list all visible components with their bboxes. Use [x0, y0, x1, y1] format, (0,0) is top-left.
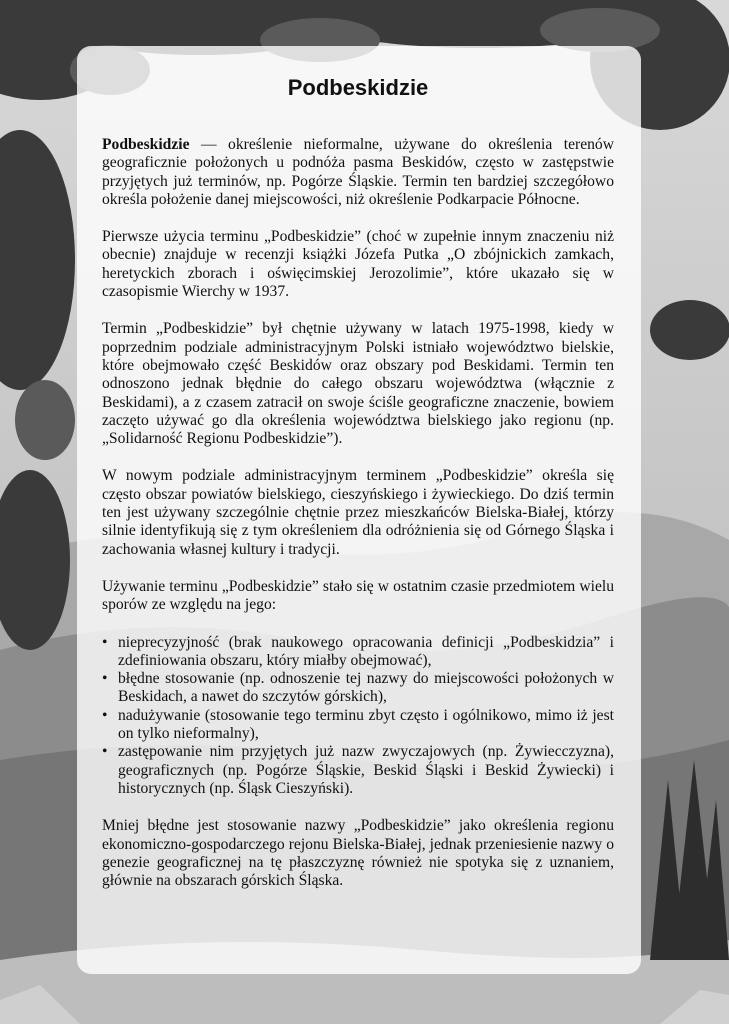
list-item: • nadużywanie (stosowanie tego terminu zbyt często i ogólnikowo, mimo iż jest on tylko nieformalny), [102, 706, 614, 743]
paragraph-controversy: Używanie terminu „Podbeskidzie” stało się w ostatnim czasie przedmiotem wielu sporów ze względu na jego: [102, 577, 614, 614]
bullet-icon: • [102, 706, 108, 724]
controversy-list [102, 634, 614, 799]
bullet-icon: • [102, 670, 108, 688]
list-item: • błędne stosowanie (np. odnoszenie tej nazwy do miejscowości położonych w Beskidach, a nawet do szczytów górskich), [102, 670, 614, 706]
intro-term: Podbeskidzie [102, 136, 190, 153]
bullet-icon: • [102, 743, 108, 761]
intro-text: — określenie nieformalne, używane do określenia terenów geograficznie położonych u podnóża pasma Beskidów, często w zastępstwie przyjętych już terminów, np. Pogórze Śląskie. Termin ten bardziej szczegółowo określa położenie danej miejscowości, niż określenie Podkarpacie Północne. [102, 136, 614, 208]
paragraph-history: Pierwsze użycia terminu „Podbeskidzie” (choć w zupełnie innym znaczeniu niż obecnie) znajduje w recenzji książki Józefa Putka „O zbójnickich zamkach, heretyckich zborach i oświęcimskiej Jerozolimie”, które ukazało się w czasopismie Wierchy w 1937. [102, 228, 614, 301]
paragraph-new-division: W nowym podziale administracyjnym terminem „Podbeskidzie” określa się często obszar powiatów bielskiego, cieszyńskiego i żywieckiego. Do dziś termin ten jest używany szczególnie chętnie przez mieszkańców Bielska-Białej, którzy silnie identyfikują się z tym określeniem dla odróżnienia się od Górnego Śląska i zachowania własnej kultury i tradycji. [102, 467, 614, 558]
list-item: • nieprecyzyjność (brak naukowego opracowania definicji „Podbeskidzia” i zdefiniowania obszaru, który miałby obejmować), [102, 633, 614, 669]
paragraph-1975-1998: Termin „Podbeskidzie” był chętnie używany w latach 1975-1998, kiedy w poprzednim podziale administracyjnym Polski istniało województwo bielskie, które obejmowało część Beskidów oraz obszary pod Beskidami. Termin ten odnoszono jednak błędnie do całego obszaru województwa (włącznie z Beskidami), a z czasem zatracił on swoje ściśle geograficzne znaczenie, bowiem zaczęto używać go dla określenia województwa bielskiego jako regionu (np. „Solidarność Regionu Podbeskidzie”). [102, 320, 614, 448]
list-item: • zastępowanie nim przyjętych już nazw zwyczajowych (np. Żywiecczyzna), geograficznych (np. Pogórze Śląskie, Beskid Śląski i Beskid Żywiecki) i historycznych (np. Śląsk Cieszyński). [102, 743, 614, 797]
page-title: Podbeskidzie [287, 75, 429, 100]
closing-paragraph: Mniej błędne jest stosowanie nazwy „Podbeskidzie” jako określenia regionu ekonomiczno-gospodarczego rejonu Bielska-Białej, jednak przeniesienie nazwy o genezie geograficznej na tę płaszczyznę również nie spotyka się z uznaniem, głównie na obszarach górskich Śląska. [102, 817, 614, 890]
bullet-icon: • [102, 633, 108, 651]
intro-paragraph [102, 136, 614, 209]
article-panel [77, 46, 641, 974]
